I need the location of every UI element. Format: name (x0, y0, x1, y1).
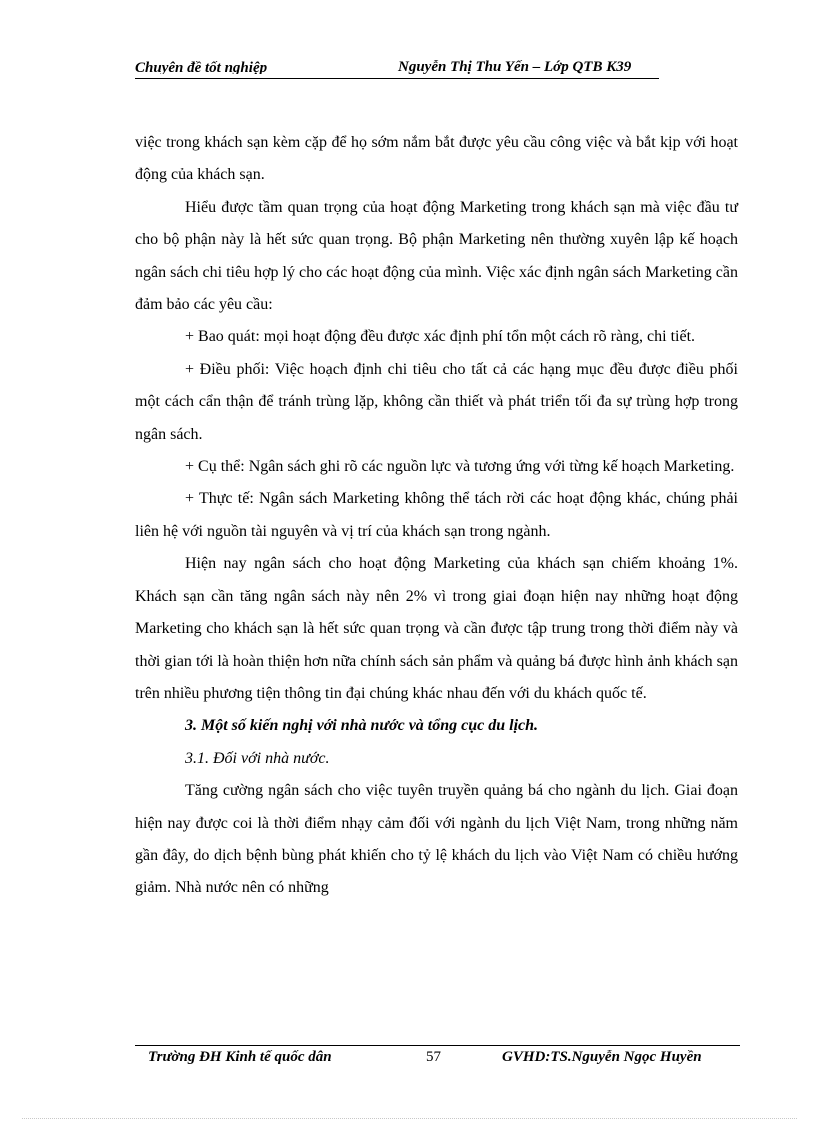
paragraph-dieu-phoi: + Điều phối: Việc hoạch định chi tiêu cho tất cả các hạng mục đều được điều phối một cách cẩn thận để tránh trùng lặp, không cần thiết và phát triển tối đa sự trùng hợp trong ngân sách. (135, 360, 738, 443)
header-author-class: Nguyễn Thị Thu Yến – Lớp QTB K39 (398, 59, 632, 75)
paragraph-thuc-te: + Thực tế: Ngân sách Marketing không thể tách rời các hoạt động khác, chúng phải liên hệ với nguồn tài nguyên và vị trí của khách sạn trong ngành. (135, 490, 738, 540)
footer-supervisor: GVHD:TS.Nguyễn Ngọc Huyền (502, 1049, 702, 1065)
header-document-type: Chuyên đề tốt nghiệp (135, 60, 268, 74)
footer-page-number: 57 (426, 1049, 441, 1065)
footer-university: Trường ĐH Kinh tế quốc dân (148, 1049, 332, 1065)
paragraph-continued: việc trong khách sạn kèm cặp để họ sớm nắm bắt được yêu cầu công việc và bắt kịp với hoạt động của khách sạn. (135, 134, 738, 184)
paragraph-bao-quat: + Bao quát: mọi hoạt động đều được xác định phí tổn một cách rõ ràng, chi tiết. (185, 328, 696, 346)
subsection-heading-3-1: 3.1. Đối với nhà nước. (185, 749, 330, 767)
paragraph-state-budget: Tăng cường ngân sách cho việc tuyên truyền quảng bá cho ngành du lịch. Giai đoạn hiện nay được coi là thời điểm nhạy cảm đối với ngành du lịch Việt Nam, trong những năm gần đây, do dịch bệnh bùng phát khiến cho tỷ lệ khách du lịch vào Việt Nam có chiều hướng giảm. Nhà nước nên có những (135, 782, 738, 897)
header-divider (135, 78, 659, 79)
section-heading-3: 3. Một số kiến nghị với nhà nước và tổng cục du lịch. (185, 717, 539, 735)
paragraph-cu-the: + Cụ thể: Ngân sách ghi rõ các nguồn lực và tương ứng với từng kế hoạch Marketing. (185, 458, 735, 476)
paragraph-marketing-importance: Hiểu được tầm quan trọng của hoạt động Marketing trong khách sạn mà việc đầu tư cho bộ phận này là hết sức quan trọng. Bộ phận Marketing nên thường xuyên lập kế hoạch ngân sách chi tiêu hợp lý cho các hoạt động của mình. Việc xác định ngân sách Marketing cần đảm bảo các yêu cầu: (135, 198, 739, 314)
page-body (135, 127, 738, 905)
page-bottom-edge (22, 1118, 797, 1119)
paragraph-budget-now: Hiện nay ngân sách cho hoạt động Marketing của khách sạn chiếm khoảng 1%. Khách sạn cần tăng ngân sách này nên 2% vì trong giai đoạn hiện nay những hoạt động Marketing cho khách sạn là hết sức quan trọng và cần được tập trung trong thời điểm này và thời gian tới là hoàn thiện hơn nữa chính sách sản phẩm và quảng bá được hình ảnh khách sạn trên nhiều phương tiện thông tin đại chúng khác nhau đến với du khách quốc tế. (135, 555, 738, 702)
